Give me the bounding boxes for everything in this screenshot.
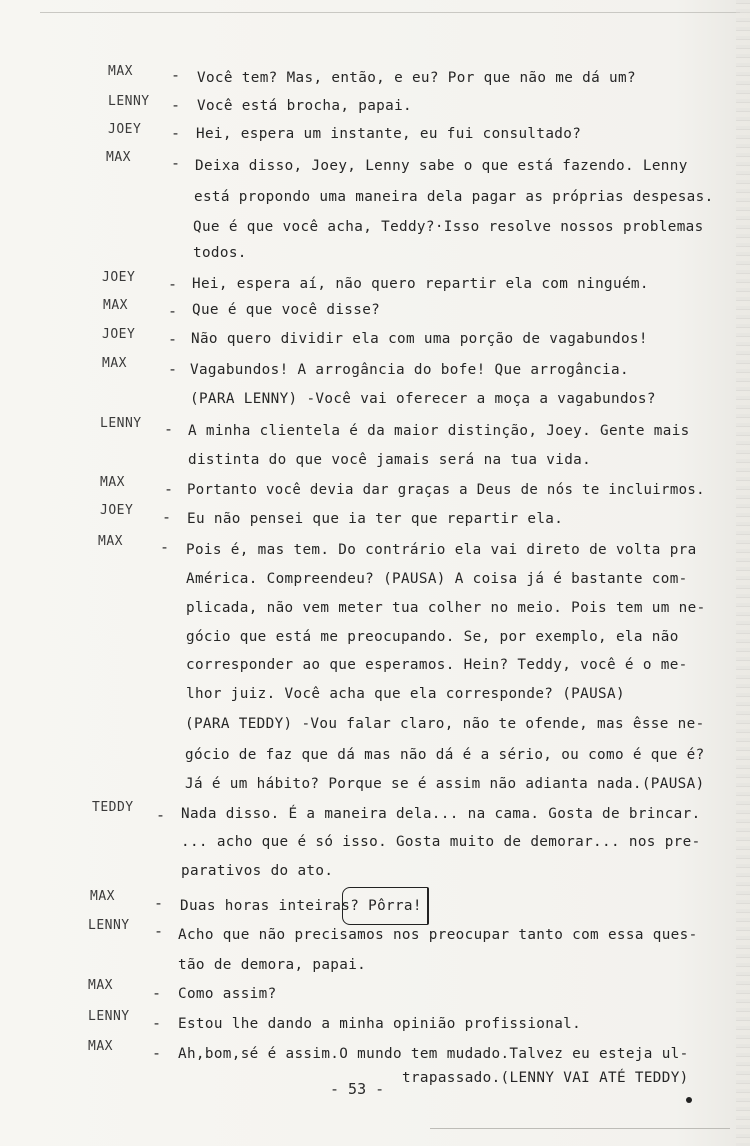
dialogue-line: Já é um hábito? Porque se é assim não adianta nada.(PAUSA): [185, 776, 705, 792]
dialogue-dash: -: [164, 480, 174, 498]
speaker-name: MAX: [108, 64, 133, 79]
dialogue-line: Vagabundos! A arrogância do bofe! Que arrogância.: [190, 362, 629, 378]
dialogue-dash: -: [156, 806, 166, 824]
dialogue-line: trapassado.(LENNY VAI ATÉ TEDDY): [402, 1070, 689, 1086]
dialogue-line: tão de demora, papai.: [178, 957, 367, 973]
top-rule: [40, 12, 740, 13]
bottom-rule: [430, 1128, 730, 1129]
dialogue-line: A minha clientela é da maior distinção, Joey. Gente mais: [188, 423, 690, 439]
speaker-name: LENNY: [88, 1009, 130, 1024]
dialogue-line: Eu não pensei que ia ter que repartir ela.: [187, 511, 564, 527]
speaker-name: LENNY: [108, 94, 150, 109]
dialogue-dash: -: [171, 96, 181, 114]
speaker-name: JOEY: [108, 122, 142, 137]
dialogue-line: (PARA TEDDY) -Vou falar claro, não te ofende, mas êsse ne-: [185, 716, 705, 732]
speaker-name: JOEY: [100, 503, 134, 518]
dialogue-dash: -: [152, 1044, 162, 1062]
dialogue-dash: -: [171, 66, 181, 84]
dialogue-line: Não quero dividir ela com uma porção de vagabundos!: [191, 331, 648, 347]
speaker-name: MAX: [103, 298, 128, 313]
dialogue-dash: -: [162, 508, 172, 526]
speaker-name: MAX: [88, 1039, 113, 1054]
dialogue-line: Que é que você disse?: [192, 302, 381, 318]
dialogue-line: Que é que você acha, Teddy?·Isso resolve nossos problemas: [193, 219, 704, 235]
dialogue-dash: -: [168, 360, 178, 378]
dialogue-dash: -: [152, 984, 162, 1002]
speaker-name: TEDDY: [92, 800, 134, 815]
speaker-name: MAX: [88, 978, 113, 993]
speaker-name: MAX: [98, 534, 123, 549]
page-edge: [736, 0, 750, 1146]
dialogue-line: Duas horas inteiras? Pôrra!: [180, 898, 422, 914]
dialogue-line: gócio de faz que dá mas não dá é a sério, ou como é que é?: [185, 747, 705, 763]
speaker-name: LENNY: [100, 416, 142, 431]
dialogue-line: ... acho que é só isso. Gosta muito de demorar... nos pre-: [181, 834, 701, 850]
dialogue-line: Você está brocha, papai.: [197, 98, 412, 114]
speaker-name: MAX: [102, 356, 127, 371]
dialogue-dash: -: [171, 124, 181, 142]
dialogue-dash: -: [168, 302, 178, 320]
dialogue-dash: -: [168, 330, 178, 348]
speaker-name: MAX: [100, 475, 125, 490]
dialogue-dash: -: [164, 420, 174, 438]
dialogue-dash: -: [171, 154, 181, 172]
dialogue-line: Acho que não precisamos nos preocupar tanto com essa ques-: [178, 927, 698, 943]
dialogue-dash: -: [168, 275, 178, 293]
page-number: - 53 -: [330, 1080, 385, 1098]
dialogue-line: gócio que está me preocupando. Se, por exemplo, ela não: [186, 629, 679, 645]
speaker-name: JOEY: [102, 327, 136, 342]
dialogue-line: Deixa disso, Joey, Lenny sabe o que está fazendo. Lenny: [195, 158, 688, 174]
dialogue-line: distinta do que você jamais será na tua vida.: [188, 452, 592, 468]
dialogue-dash: -: [154, 922, 164, 940]
dialogue-line: lhor juiz. Você acha que ela corresponde? (PAUSA): [186, 686, 625, 702]
speaker-name: MAX: [106, 150, 131, 165]
dialogue-line: todos.: [193, 245, 247, 261]
speaker-name: LENNY: [88, 918, 130, 933]
dialogue-line: Portanto você devia dar graças a Deus de nós te incluirmos.: [187, 482, 705, 498]
dialogue-line: corresponder ao que esperamos. Hein? Teddy, você é o me-: [186, 657, 688, 673]
dialogue-line: Pois é, mas tem. Do contrário ela vai direto de volta pra: [186, 542, 697, 558]
dialogue-line: Estou lhe dando a minha opinião profissional.: [178, 1016, 582, 1032]
dialogue-dash: -: [154, 894, 164, 912]
dialogue-line: Nada disso. É a maneira dela... na cama. Gosta de brincar.: [181, 806, 701, 822]
ink-dot: [686, 1097, 692, 1103]
dialogue-dash: -: [160, 538, 170, 556]
speaker-name: JOEY: [102, 270, 136, 285]
dialogue-line: plicada, não vem meter tua colher no meio. Pois tem um ne-: [186, 600, 706, 616]
dialogue-line: está propondo uma maneira dela pagar as próprias despesas.: [194, 189, 714, 205]
dialogue-line: Hei, espera aí, não quero repartir ela com ninguém.: [192, 276, 649, 292]
handwritten-bracket: [342, 887, 429, 925]
dialogue-line: Você tem? Mas, então, e eu? Por que não me dá um?: [197, 70, 636, 86]
speaker-name: MAX: [90, 889, 115, 904]
dialogue-line: (PARA LENNY) -Você vai oferecer a moça a vagabundos?: [190, 391, 656, 407]
dialogue-line: América. Compreendeu? (PAUSA) A coisa já é bastante com-: [186, 571, 688, 587]
dialogue-dash: -: [152, 1014, 162, 1032]
dialogue-line: parativos do ato.: [181, 863, 334, 879]
dialogue-line: Hei, espera um instante, eu fui consultado?: [196, 126, 582, 142]
dialogue-line: Como assim?: [178, 986, 277, 1002]
dialogue-line: Ah,bom,sé é assim.O mundo tem mudado.Talvez eu esteja ul-: [178, 1046, 689, 1062]
